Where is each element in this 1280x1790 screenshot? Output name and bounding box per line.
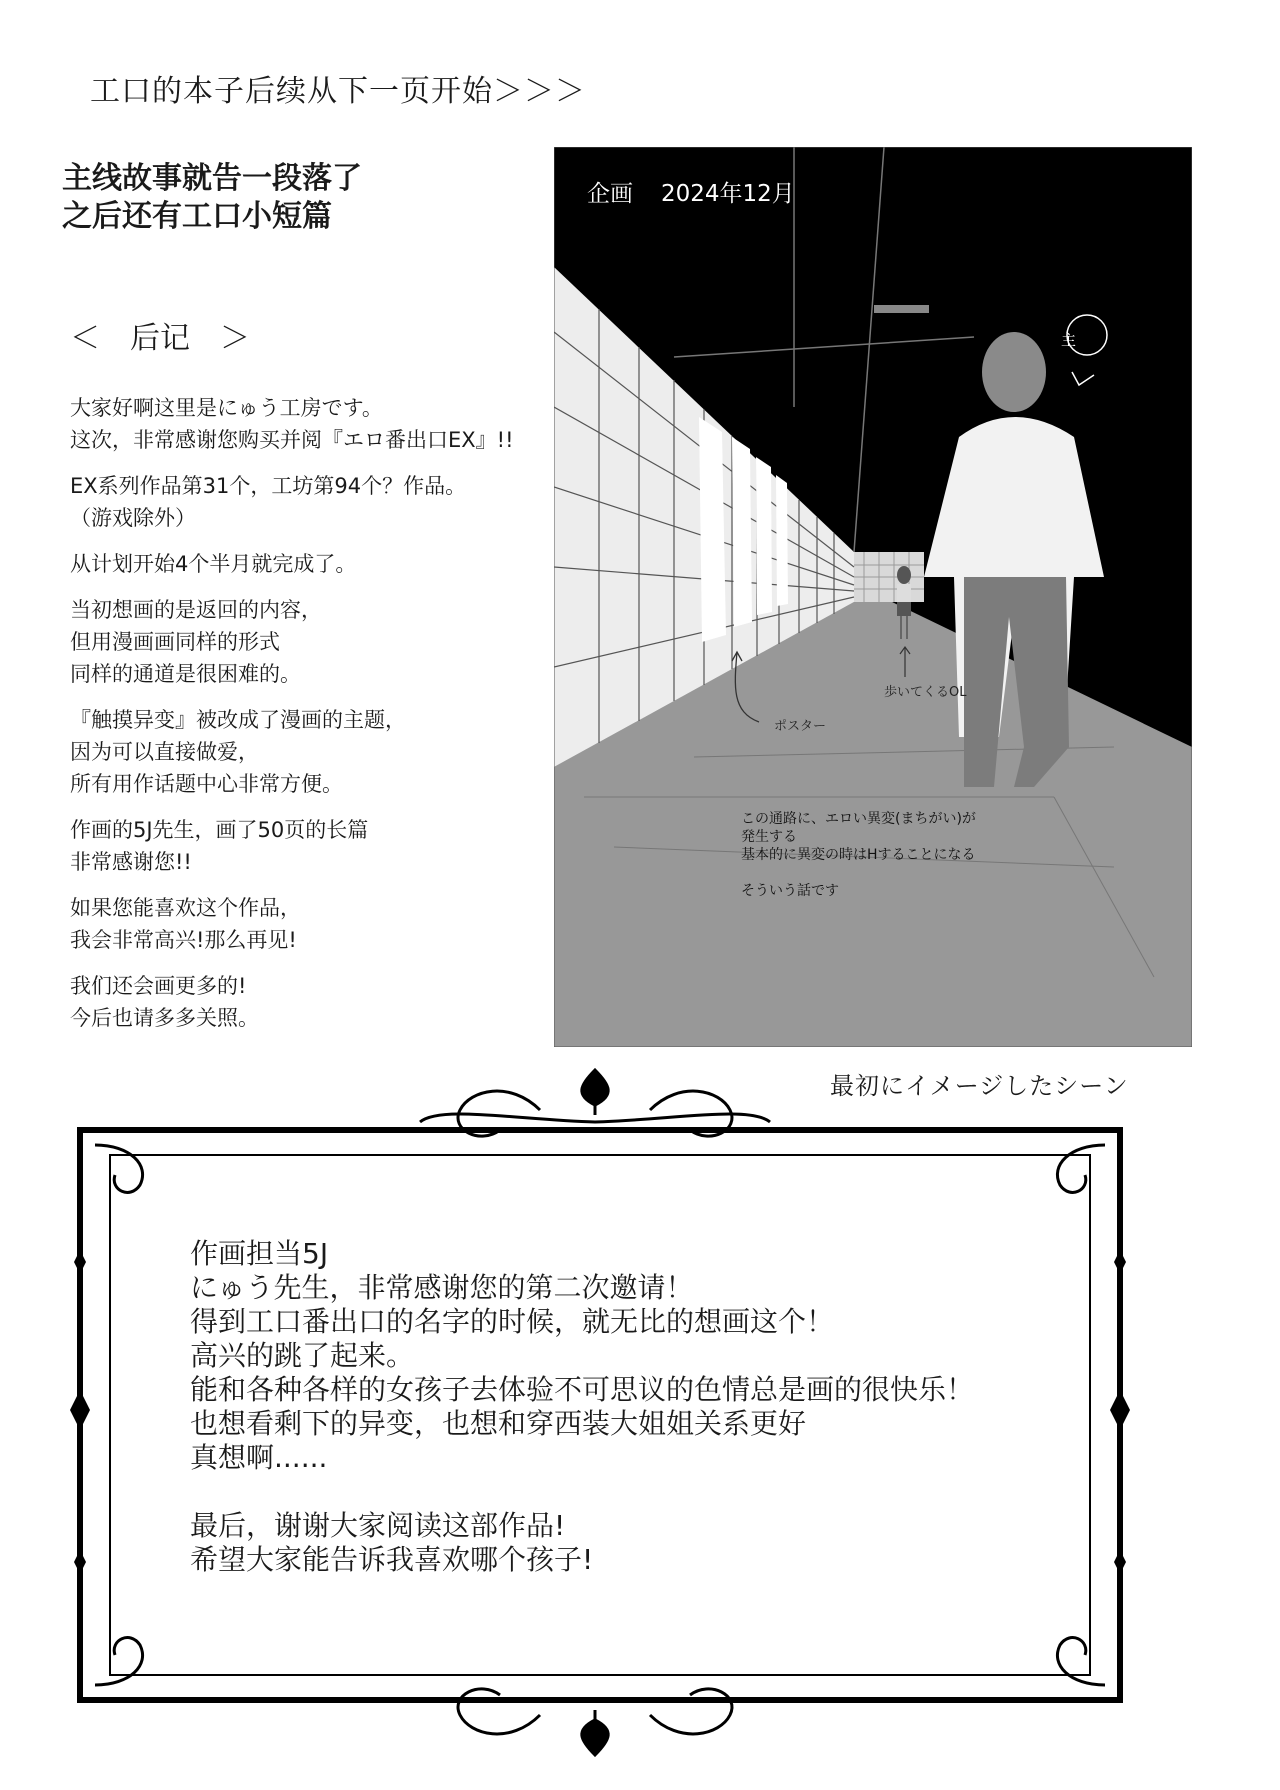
anomaly-line: 発生する [741,829,797,845]
afterword-line: 从计划开始4个半月就完成了。 [70,552,357,576]
anomaly-last-line: そういう話です [741,883,839,899]
afterword-line: 『触摸异变』被改成了漫画的主题， [70,708,406,732]
afterword-paragraph [70,892,540,956]
afterword-line: 作画的5J先生，画了50页的长篇 [70,818,369,842]
corridor-illustration [554,147,1192,1047]
message-line: 也想看剩下的异变，也想和穿西装大姐姐关系更好 [190,1407,807,1440]
afterword-line: 我会非常高兴!那么再见! [70,928,297,952]
afterword-body [70,392,540,1048]
headline-line-2: 之后还有工口小短篇 [62,199,332,234]
artist-message [190,1237,974,1577]
anomaly-line: 基本的に異変の時はHすることになる [741,847,976,863]
note-main-character: 主 [1061,331,1077,349]
message-spacer [190,1475,974,1509]
closing-line: 希望大家能告诉我喜欢哪个孩子! [190,1543,594,1576]
message-line: 高兴的跳了起来。 [190,1339,415,1372]
concept-sketch [554,147,1192,1047]
afterword-line: 但用漫画画同样的形式 [70,630,280,654]
afterword-line: 我们还会画更多的! [70,974,247,998]
afterword-line: 非常感谢您!! [70,850,192,874]
next-page-note: 工口的本子后续从下一页开始＞＞＞ [90,74,586,109]
afterword-line: 今后也请多多关照。 [70,1006,259,1030]
afterword-line: 当初想画的是返回的内容， [70,598,322,622]
afterword-line: 同样的通道是很困难的。 [70,662,301,686]
message-line: 能和各种各样的女孩子去体验不可思议的色情总是画的很快乐！ [190,1373,975,1406]
afterword-heading: ＜ 后记 ＞ [70,321,250,356]
headline [62,160,362,236]
afterword-paragraph [70,814,540,878]
top-flourish [420,1070,770,1136]
message-line: にゅう先生，非常感谢您的第二次邀请！ [190,1271,694,1304]
sketch-credit [587,175,795,208]
afterword-line: 因为可以直接做爱， [70,740,259,764]
note-walking-ol: 歩いてくるOL [884,685,967,700]
afterword-paragraph [70,704,540,800]
afterword-line: 如果您能喜欢这个作品， [70,896,301,920]
sketch-caption: 最初にイメージしたシーン [830,1072,1129,1100]
message-line: 作画担当5J [190,1237,329,1270]
credit-date: 2024年12月 [661,181,795,207]
anomaly-note [741,810,976,900]
afterword-paragraph [70,594,540,690]
closing-line: 最后，谢谢大家阅读这部作品! [190,1509,566,1542]
message-line: 真想啊...... [190,1441,328,1474]
afterword-line: 这次，非常感谢您购买并阅『エロ番出口EX』!! [70,428,514,452]
credit-label: 企画 [587,181,633,207]
afterword-paragraph [70,392,540,456]
note-poster: ポスター [774,719,827,734]
afterword-line: EX系列作品第31个，工坊第94个？作品。 [70,474,467,498]
afterword-paragraph [70,470,540,534]
afterword-line: 所有用作话题中心非常方便。 [70,772,343,796]
afterword-paragraph [70,548,540,580]
afterword-line: （游戏除外） [70,506,196,530]
afterword-line: 大家好啊这里是にゅう工房です。 [70,396,383,420]
anomaly-line: この通路に、エロい異変(まちがい)が [741,811,976,827]
afterword-paragraph [70,970,540,1034]
headline-line-1: 主线故事就告一段落了 [62,161,362,196]
message-line: 得到工口番出口的名字的时候，就无比的想画这个！ [190,1305,835,1338]
